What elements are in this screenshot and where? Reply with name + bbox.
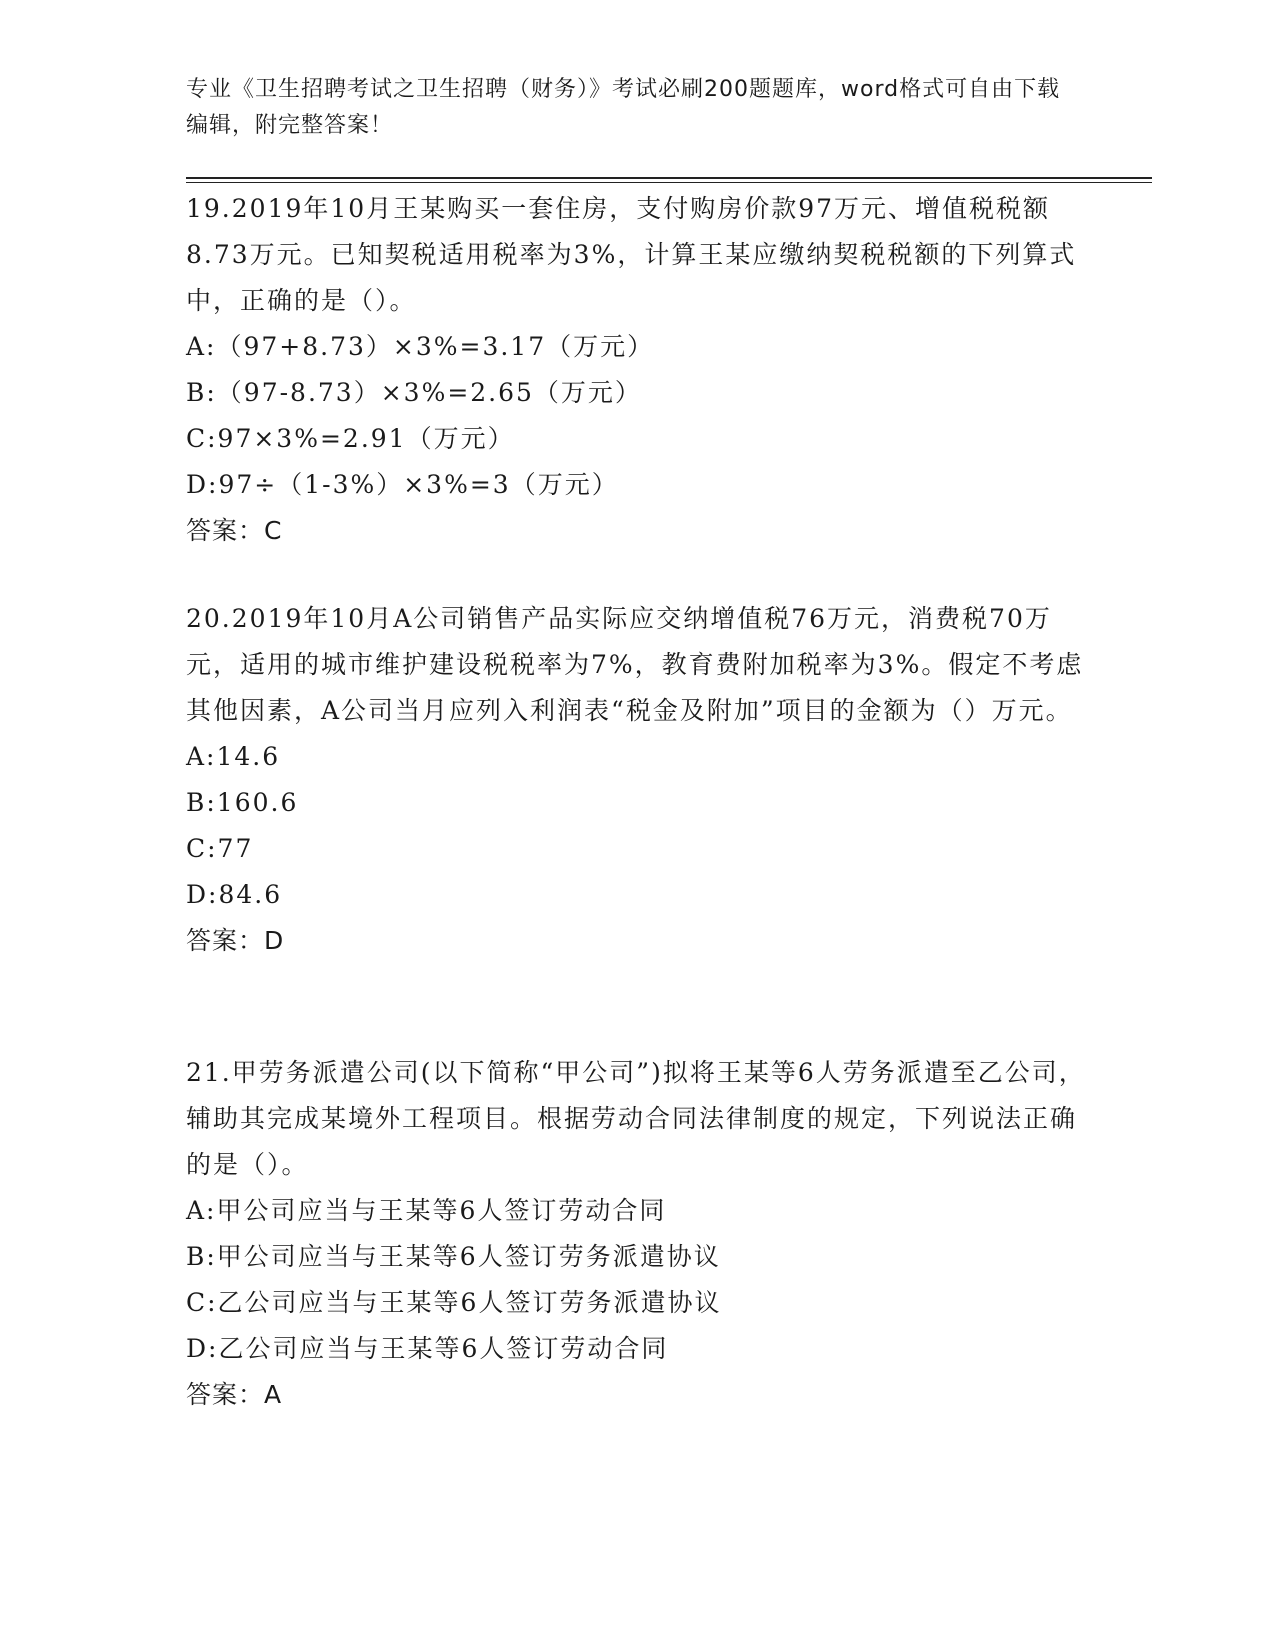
- option-d: D:乙公司应当与王某等6人签订劳动合同: [186, 1334, 669, 1363]
- option-c: C:77: [186, 834, 254, 863]
- question-19: [186, 186, 1086, 554]
- question-20: [186, 596, 1086, 964]
- option-a: A:甲公司应当与王某等6人签订劳动合同: [186, 1196, 667, 1225]
- option-a: A:（97+8.73）×3%=3.17（万元）: [186, 332, 655, 361]
- option-c: C:乙公司应当与王某等6人签订劳务派遣协议: [186, 1288, 722, 1317]
- option-b: B:甲公司应当与王某等6人签订劳务派遣协议: [186, 1242, 721, 1271]
- question-text: 20.2019年10月A公司销售产品实际应交纳增值税76万元，消费税70万元，适用的城市维护建设税税率为7%，教育费附加税率为3%。假定不考虑其他因素，A公司当月应列入利润表“税金及附加”项目的金额为（）万元。: [186, 604, 1084, 725]
- option-b: B:160.6: [186, 788, 299, 817]
- option-b: B:（97-8.73）×3%=2.65（万元）: [186, 378, 642, 407]
- question-21: [186, 1050, 1086, 1418]
- question-text: 19.2019年10月王某购买一套住房，支付购房价款97万元、增值税税额8.73万元。已知契税适用税率为3%，计算王某应缴纳契税税额的下列算式中，正确的是（）。: [186, 194, 1077, 315]
- option-c: C:97×3%=2.91（万元）: [186, 424, 515, 453]
- answer: 答案：A: [186, 1380, 283, 1409]
- answer: 答案：C: [186, 516, 283, 545]
- option-d: D:97÷（1-3%）×3%=3（万元）: [186, 470, 619, 499]
- option-a: A:14.6: [186, 742, 281, 771]
- option-d: D:84.6: [186, 880, 283, 909]
- answer: 答案：D: [186, 926, 285, 955]
- document-header: 专业《卫生招聘考试之卫生招聘（财务）》考试必刷200题题库，word格式可自由下载编辑，附完整答案！: [186, 77, 1061, 138]
- question-text: 21.甲劳务派遣公司(以下简称“甲公司”)拟将王某等6人劳务派遣至乙公司，辅助其完成某境外工程项目。根据劳动合同法律制度的规定，下列说法正确的是（）。: [186, 1058, 1086, 1179]
- header-divider-thin: [186, 182, 1152, 183]
- header-divider-thick: [186, 177, 1152, 179]
